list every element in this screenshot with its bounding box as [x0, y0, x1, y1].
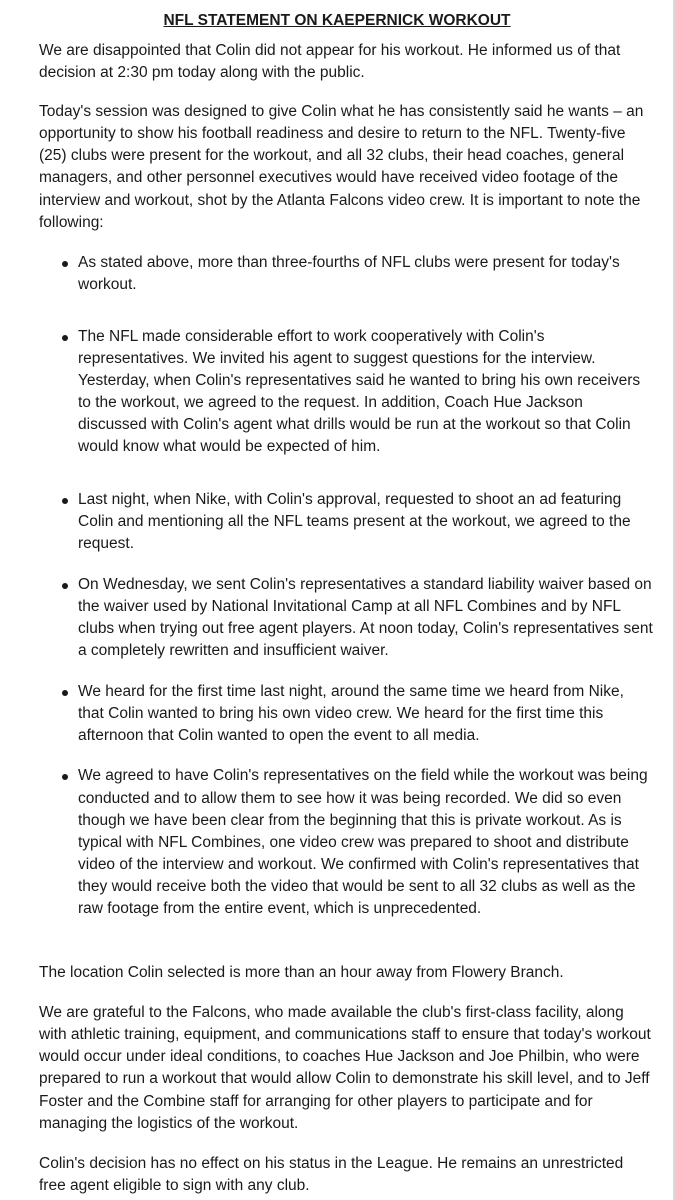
session-paragraph: Today's session was designed to give Colin what he has consistently said he wants – an opportunity to show his football readiness and desire to return to the NFL. Twenty-five (25) clubs were present for the workout, and all 32 clubs, their head coaches, general managers, and other personnel executives would have received video footage of the interview and workout, shot by the Atlanta Falcons video crew. It is important to note the following:: [39, 103, 644, 231]
intro-paragraph: We are disappointed that Colin did not appear for his workout. He informed us of that decision at 2:30 pm today along with the public.: [39, 42, 621, 82]
bullet-dot-icon: [62, 583, 68, 589]
bullet-text: We heard for the first time last night, around the same time we heard from Nike, that Colin wanted to bring his own video crew. We heard for the first time this afternoon that Colin wanted to open the event to all media.: [78, 683, 624, 745]
closing-paragraph: Colin's decision has no effect on his status in the League. He remains an unrestricted free agent eligible to sign with any club.: [39, 1154, 624, 1194]
bullet-text: We agreed to have Colin's representatives on the field while the workout was being conducted and to allow them to see how it was being recorded. We did so even though we have been clear from the beginning that this is private workout. As is typical with NFL Combines, one video crew was prepared to shoot and distribute video of the interview and workout. We confirmed with Colin's representatives that they would receive both the video that would be sent to all 32 clubs as well as the raw footage from the entire event, which is unprecedented.: [78, 767, 648, 917]
statement-title: NFL STATEMENT ON KAEPERNICK WORKOUT: [163, 12, 511, 29]
bullet-text: The NFL made considerable effort to work cooperatively with Colin's representatives. We invited his agent to suggest questions for the interview. Yesterday, when Colin's representatives said he wanted to bring his own receivers to the workout, we agreed to the request. In addition, Coach Hue Jackson discussed with Colin's agent what drills would be run at the workout so that Colin would know what would be expected of him.: [78, 327, 641, 456]
bullet-dot-icon: [62, 774, 68, 780]
bullet-text: Last night, when Nike, with Colin's approval, requested to shoot an ad featuring Colin and mentioning all the NFL teams present at the workout, we agreed to the request.: [78, 490, 631, 552]
list-item: [78, 681, 653, 747]
location-paragraph: The location Colin selected is more than an hour away from Flowery Branch.: [39, 964, 564, 982]
list-item: [78, 765, 653, 920]
bullet-dot-icon: [62, 690, 68, 696]
bullet-text: On Wednesday, we sent Colin's representatives a standard liability waiver based on the waiver used by National Invitational Camp at all NFL Combines and by NFL clubs when trying out free agent players. At noon today, Colin's representatives sent a completely rewritten and insufficient waiver.: [78, 575, 653, 660]
bullet-dot-icon: [62, 335, 68, 341]
list-item: [78, 326, 653, 459]
grateful-paragraph: We are grateful to the Falcons, who made available the club's first-class facility, along with athletic training, equipment, and communications staff to ensure that today's workout would occur under ideal conditions, to coaches Hue Jackson and Joe Philbin, who were prepared to run a workout that would allow Colin to demonstrate his skill level, and to Jeff Foster and the Combine staff for arranging for other players to participate and for managing the logistics of the workout.: [39, 1004, 651, 1132]
list-item: [78, 574, 653, 662]
list-item: [78, 489, 653, 555]
list-item: [78, 252, 653, 296]
bullet-list: [39, 252, 653, 920]
bullet-text: As stated above, more than three-fourths of NFL clubs were present for today's workout.: [78, 253, 620, 293]
bullet-dot-icon: [62, 498, 68, 504]
bullet-dot-icon: [62, 261, 68, 267]
